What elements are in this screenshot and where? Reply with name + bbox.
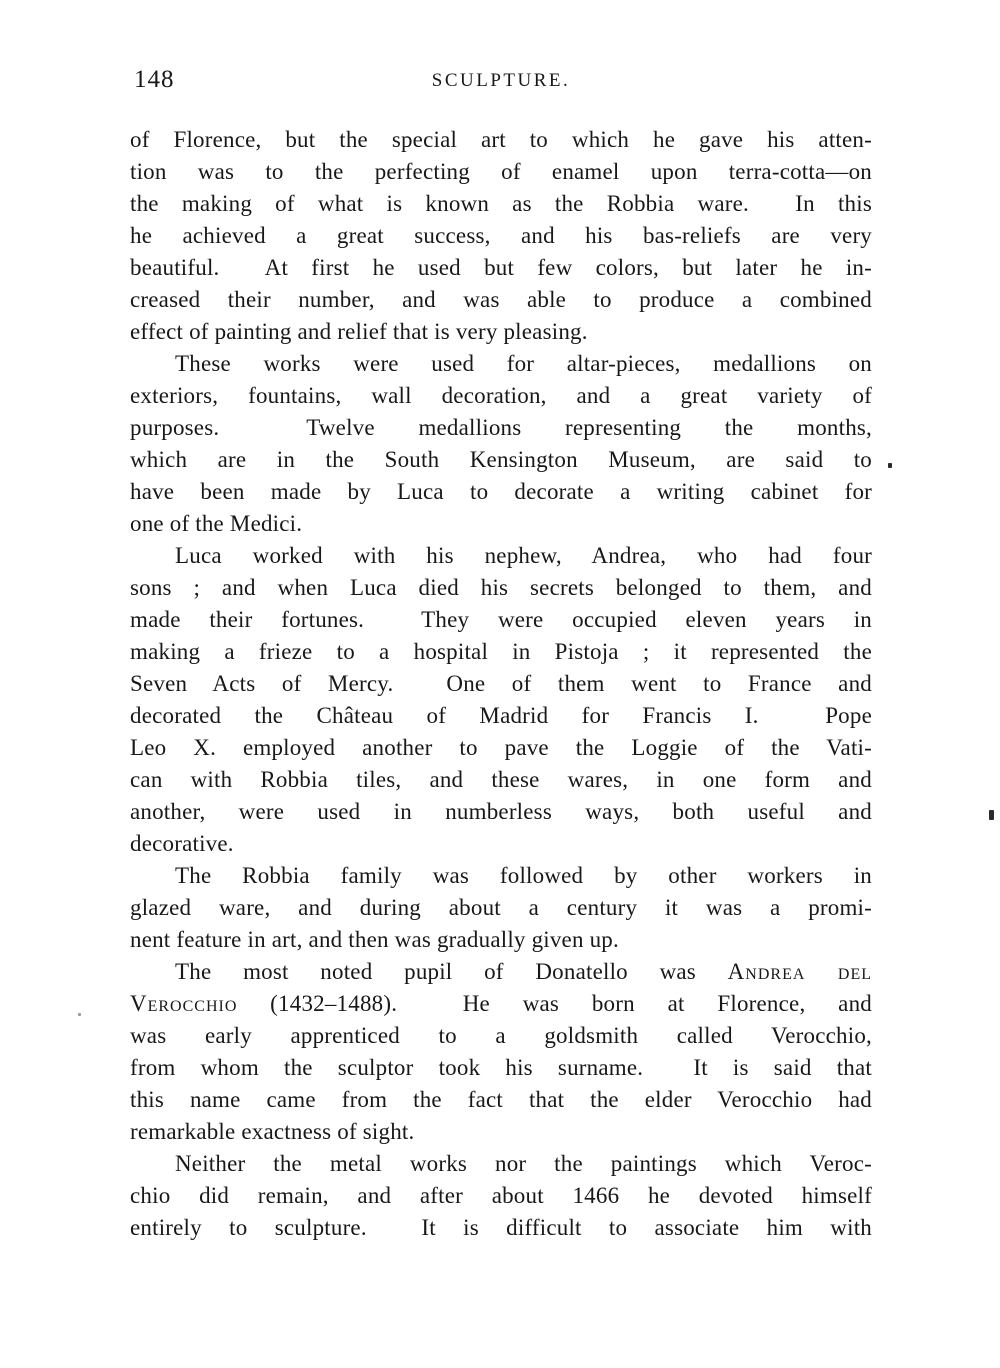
scan-speck	[989, 810, 994, 820]
text-line: Leo X. employed another to pave the Loggie of the Vati-	[130, 735, 872, 760]
page-header	[130, 66, 872, 96]
text-line: Seven Acts of Mercy. One of them went to France and	[130, 671, 872, 696]
text-line: Luca worked with his nephew, Andrea, who had four	[175, 543, 872, 568]
text-line: this name came from the fact that the elder Verocchio had	[130, 1087, 872, 1112]
text-line: which are in the South Kensington Museum, are said to	[130, 447, 872, 472]
running-header: SCULPTURE.	[431, 70, 571, 91]
text-line: can with Robbia tiles, and these wares, in one form and	[130, 767, 872, 792]
body-text	[130, 124, 872, 1244]
small-caps-name: Andrea del	[727, 959, 873, 984]
text-line: from whom the sculptor took his surname. It is said that	[130, 1055, 872, 1080]
page-number: 148	[134, 66, 175, 93]
text-line: was early apprenticed to a goldsmith called Verocchio,	[130, 1023, 872, 1048]
text-line: effect of painting and relief that is very pleasing.	[130, 319, 588, 344]
text-line: decorative.	[130, 831, 234, 856]
scan-speck	[78, 1013, 81, 1016]
text-line: entirely to sculpture. It is difficult to associate him with	[130, 1215, 872, 1240]
text-line: The Robbia family was followed by other workers in	[175, 863, 872, 888]
text-line: These works were used for altar-pieces, medallions on	[175, 351, 872, 376]
text-line: decorated the Château of Madrid for Francis I. Pope	[130, 703, 872, 728]
text-line: the making of what is known as the Robbia ware. In this	[130, 191, 872, 216]
text-line: tion was to the perfecting of enamel upon terra-cotta—on	[130, 159, 872, 184]
text-line: he achieved a great success, and his bas-reliefs are very	[130, 223, 872, 248]
text-line: purposes. Twelve medallions representing the months,	[130, 415, 872, 440]
text-line: creased their number, and was able to produce a combined	[130, 287, 872, 312]
text-line: beautiful. At first he used but few colors, but later he in-	[130, 255, 872, 280]
text-line: The most noted pupil of Donatello was Andrea del	[175, 959, 873, 984]
text-line: nent feature in art, and then was gradually given up.	[130, 927, 619, 952]
text-line: exteriors, fountains, wall decoration, and a great variety of	[130, 383, 872, 408]
text-line: remarkable exactness of sight.	[130, 1119, 415, 1144]
text-line: another, were used in numberless ways, both useful and	[130, 799, 872, 824]
text-line: Neither the metal works nor the paintings which Veroc-	[175, 1151, 872, 1176]
text-line: Verocchio (1432–1488). He was born at Florence, and	[130, 991, 872, 1016]
text-line: have been made by Luca to decorate a writing cabinet for	[130, 479, 872, 504]
text-line: making a frieze to a hospital in Pistoja ; it represented the	[130, 639, 872, 664]
text-line: glazed ware, and during about a century it was a promi-	[130, 895, 872, 920]
text-line: chio did remain, and after about 1466 he devoted himself	[130, 1183, 872, 1208]
text-line: made their fortunes. They were occupied eleven years in	[130, 607, 872, 632]
scan-speck	[888, 463, 892, 468]
text-line: sons ; and when Luca died his secrets belonged to them, and	[130, 575, 872, 600]
text-line: one of the Medici.	[130, 511, 303, 536]
text-line: of Florence, but the special art to which he gave his atten-	[130, 127, 872, 152]
small-caps-name: Verocchio	[130, 991, 238, 1016]
